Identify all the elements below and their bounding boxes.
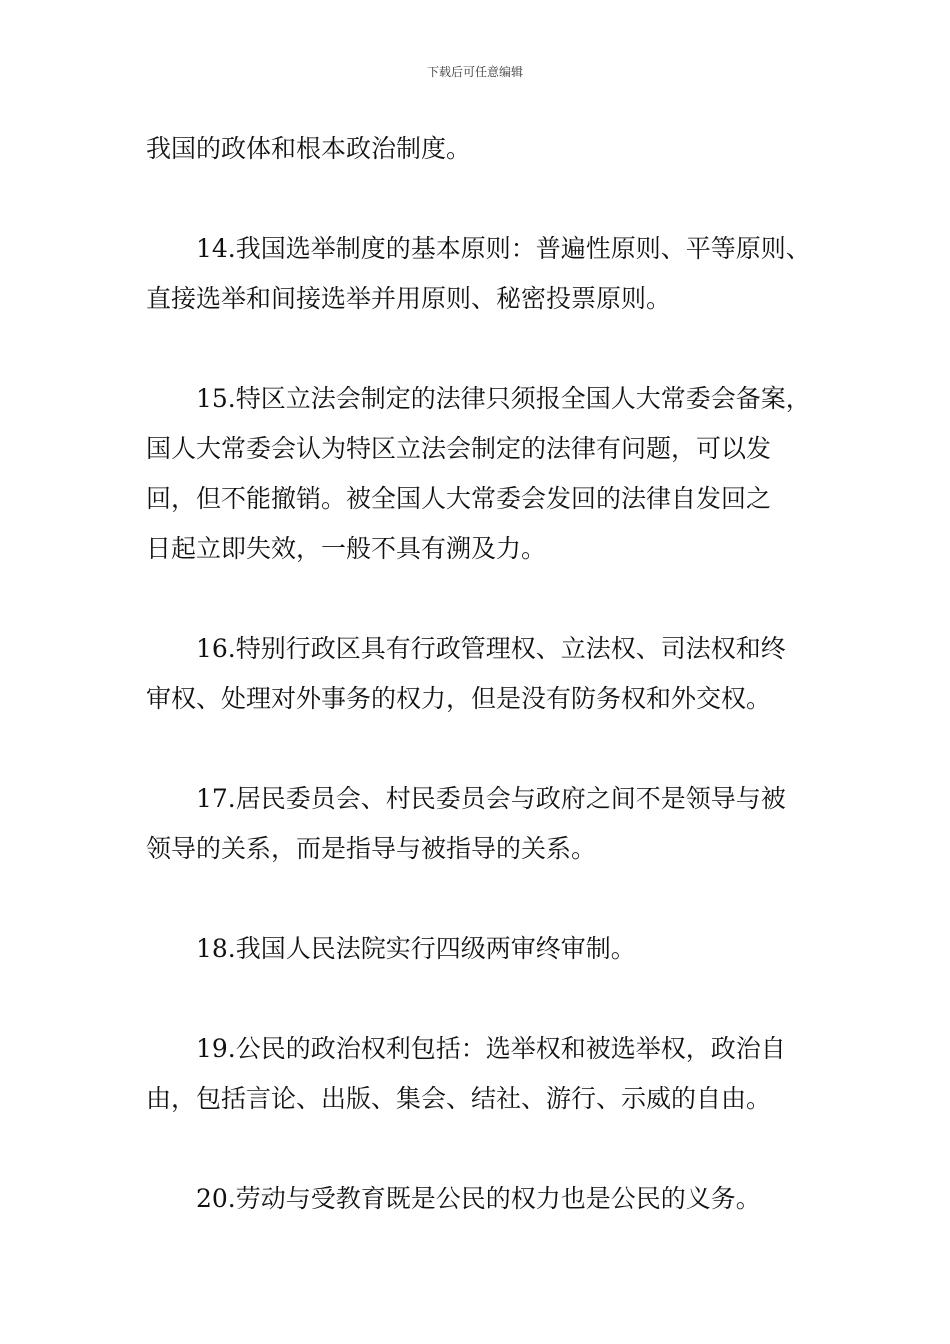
text-line: 18.我国人民法院实行四级两审终审制。 [196,934,636,963]
paragraph-19 [146,1024,836,1124]
text-line: 领导的关系，而是指导与被指导的关系。 [146,834,597,863]
text-line: 日起立即失效，一般不具有溯及力。 [146,534,547,563]
text-line: 直接选举和间接选举并用原则、秘密投票原则。 [146,284,672,313]
page-header: 下载后可任意编辑 [426,65,523,79]
paragraph-17 [146,774,836,874]
paragraph-18 [146,924,836,974]
text-line: 回，但不能撤销。被全国人大常委会发回的法律自发回之 [146,484,772,513]
paragraph-14 [146,224,836,324]
paragraph-15 [146,374,836,574]
text-line: 由，包括言论、出版、集会、结社、游行、示威的自由。 [146,1084,772,1113]
text-line: 国人大常委会认为特区立法会制定的法律有问题，可以发 [146,434,772,463]
text-line: 20.劳动与受教育既是公民的权力也是公民的义务。 [196,1184,761,1213]
text-line: 15.特区立法会制定的法律只须报全国人大常委会备案， [196,384,811,413]
text-line: 14.我国选举制度的基本原则：普遍性原则、平等原则、 [196,234,811,263]
text-line: 我国的政体和根本政治制度。 [146,134,472,163]
document-body [146,124,836,1274]
paragraph-20 [146,1174,836,1224]
text-line: 17.居民委员会、村民委员会与政府之间不是领导与被 [196,784,786,813]
paragraph-16 [146,624,836,724]
text-line: 16.特别行政区具有行政管理权、立法权、司法权和终 [196,634,786,663]
text-line: 19.公民的政治权利包括：选举权和被选举权，政治自 [196,1034,786,1063]
text-line: 审权、处理对外事务的权力，但是没有防务权和外交权。 [146,684,772,713]
paragraph-13-continuation [146,124,836,174]
